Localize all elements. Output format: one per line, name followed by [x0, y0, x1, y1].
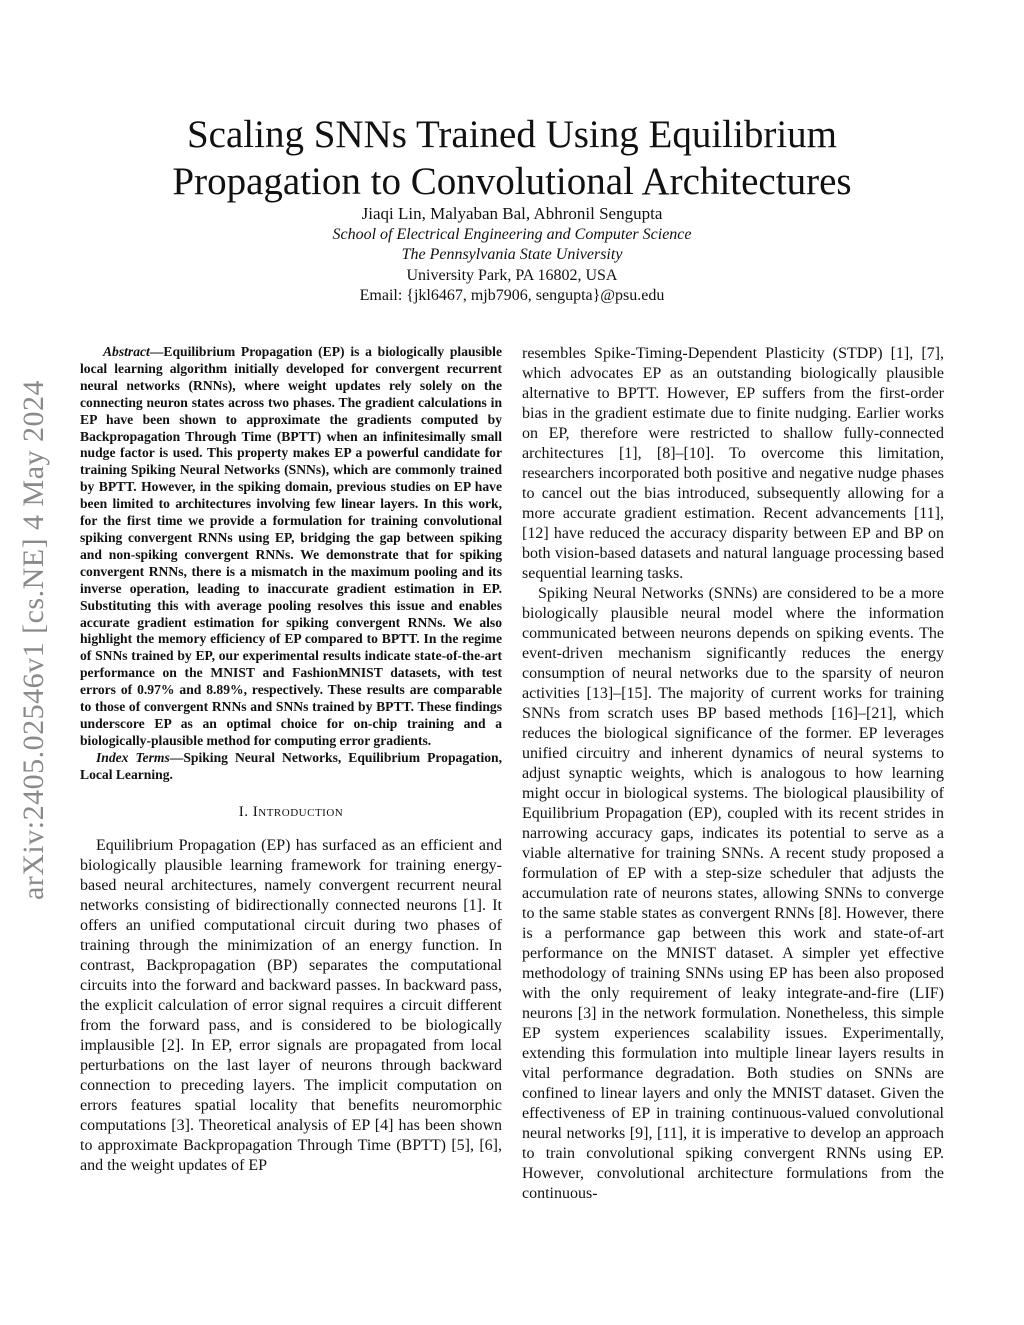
author-block [180, 204, 844, 307]
abstract [80, 344, 502, 750]
author-school: School of Electrical Engineering and Computer Science [332, 225, 692, 243]
author-location: University Park, PA 16802, USA [406, 266, 618, 284]
left-column [80, 344, 502, 1176]
index-terms-text: —Spiking Neural Networks, Equilibrium Propagation, Local Learning. [80, 749, 502, 782]
index-terms-lead: Index Terms [96, 749, 170, 765]
intro-paragraph-1: Equilibrium Propagation (EP) has surfaced as an efficient and biologically plausible learning framework for training energy-based neural architectures, namely convergent recurrent neural networks consisting of bidirectionally connected neurons [1]. It offers an unified computational circuit during two phases of training through the minimization of an energy function. In contrast, Backpropagation (BP) separates the computational circuits into the forward and backward passes. In backward pass, the explicit calculation of error signal requires a circuit different from the forward pass, and is considered to be biologically implausible [2]. In EP, error signals are propagated from local perturbations on the last layer of neurons through backward connection to preceding layers. The implicit computation on errors features spatial locality that benefits neuromorphic computations [3]. Theoretical analysis of EP [4] has been shown to approximate Backpropagation Through Time (BPTT) [5], [6], and the weight updates of EP [80, 836, 502, 1174]
title-line-2: Propagation to Convolutional Architectures [172, 160, 852, 204]
author-names: Jiaqi Lin, Malyaban Bal, Abhronil Sengupta [361, 204, 663, 223]
author-university: The Pennsylvania State University [401, 246, 623, 263]
abstract-lead: Abstract [102, 344, 150, 359]
abstract-text: —Equilibrium Propagation (EP) is a biologically plausible local learning algorithm initially developed for convergent recurrent neural networks (RNNs), where weight updates rely solely on the connecting neuron states across two phases. The gradient calculations in EP have been shown to approximate the gradients computed by Backpropagation Through Time (BPTT) when an infinitesimally small nudge factor is used. This property makes EP a powerful candidate for training Spiking Neural Networks (SNNs), which are commonly trained by BPTT. However, in the spiking domain, previous studies on EP have been limited to architectures involving few linear layers. In this work, for the first time we provide a formulation for training convolutional spiking convergent RNNs using EP, bridging the gap between spiking and non-spiking convergent RNNs. We demonstrate that for spiking convergent RNNs, there is a mismatch in the maximum pooling and its inverse operation, leading to inaccurate gradient estimation in EP. Substituting this with average pooling resolves this issue and enables accurate gradient estimation for spiking convergent RNNs. We also highlight the memory efficiency of EP compared to BPTT. In the regime of SNNs trained by EP, our experimental results indicate state-of-the-art performance on the MNIST and FashionMNIST datasets, with test errors of 0.97% and 8.89%, respectively. These results are comparable to those of convergent RNNs and SNNs trained by BPTT. These findings underscore EP as an optimal choice for on-chip training and a biologically-plausible method for computing error gradients. [80, 344, 502, 748]
intro-paragraph-3: Spiking Neural Networks (SNNs) are considered to be a more biologically plausible neural model where the information communicated between neurons depends on spiking events. The event-driven mechanism significantly reduces the energy consumption of neural networks due to the sparsity of neuron activities [13]–[15]. The majority of current works for training SNNs from scratch uses BP based methods [16]–[21], which reduces the biological significance of the former. EP leverages unified circuitry and inherent dynamics of neural systems to adjust synaptic weights, which is analogous to how learning might occur in biological systems. The biological plausibility of Equilibrium Propagation (EP), coupled with its recent strides in narrowing accuracy gaps, indicates its potential to serve as a viable alternative for training SNNs. A recent study proposed a formulation of EP with a step-size scheduler that adjusts the accumulation rate of neurons states, allowing SNNs to converge to the same stable states as convergent RNNs [8]. However, there is a performance gap between this work and state-of-art performance on the MNIST dataset. A simpler yet effective methodology of training SNNs using EP has been also proposed with the only requirement of leaky integrate-and-fire (LIF) neurons [3] in the network formulation. Nonetheless, this simple EP system experiences scalability issues. Experimentally, extending this formulation into multiple linear layers results in vital performance degradation. Both studies on SNNs are confined to linear layers and only the MNIST dataset. Given the effectiveness of EP in training continuous-valued convolutional neural networks [9], [11], it is imperative to develop an approach to train convolutional spiking convergent RNNs using EP. However, convolutional architecture formulations from the continuous- [522, 585, 944, 1202]
arxiv-identifier-stamp [14, 350, 54, 930]
author-email: Email: {jkl6467, mjb7906, sengupta}@psu.edu [359, 287, 665, 304]
arxiv-id-text: arXiv:2405.02546v1 [cs.NE] 4 May 2024 [17, 379, 50, 901]
section-heading-introduction: I. Introduction [238, 803, 344, 820]
paper-title [90, 111, 934, 205]
index-terms [80, 750, 502, 784]
intro-paragraph-2: resembles Spike-Timing-Dependent Plasticity (STDP) [1], [7], which advocates EP as an outstanding biologically plausible alternative to BPTT. However, EP suffers from the first-order bias in the gradient estimate due to finite nudging. Earlier works on EP, therefore were restricted to shallow fully-connected architectures [1], [8]–[10]. To overcome this limitation, researchers incorporated both positive and negative nudge phases to cancel out the bias introduced, subsequently allowing for a more accurate gradient estimation. Recent advancements [11], [12] have reduced the accuracy disparity between EP and BP on both vision-based datasets and natural language processing based sequential learning tasks. [522, 345, 944, 582]
right-column [522, 344, 944, 1204]
title-line-1: Scaling SNNs Trained Using Equilibrium [186, 113, 838, 157]
